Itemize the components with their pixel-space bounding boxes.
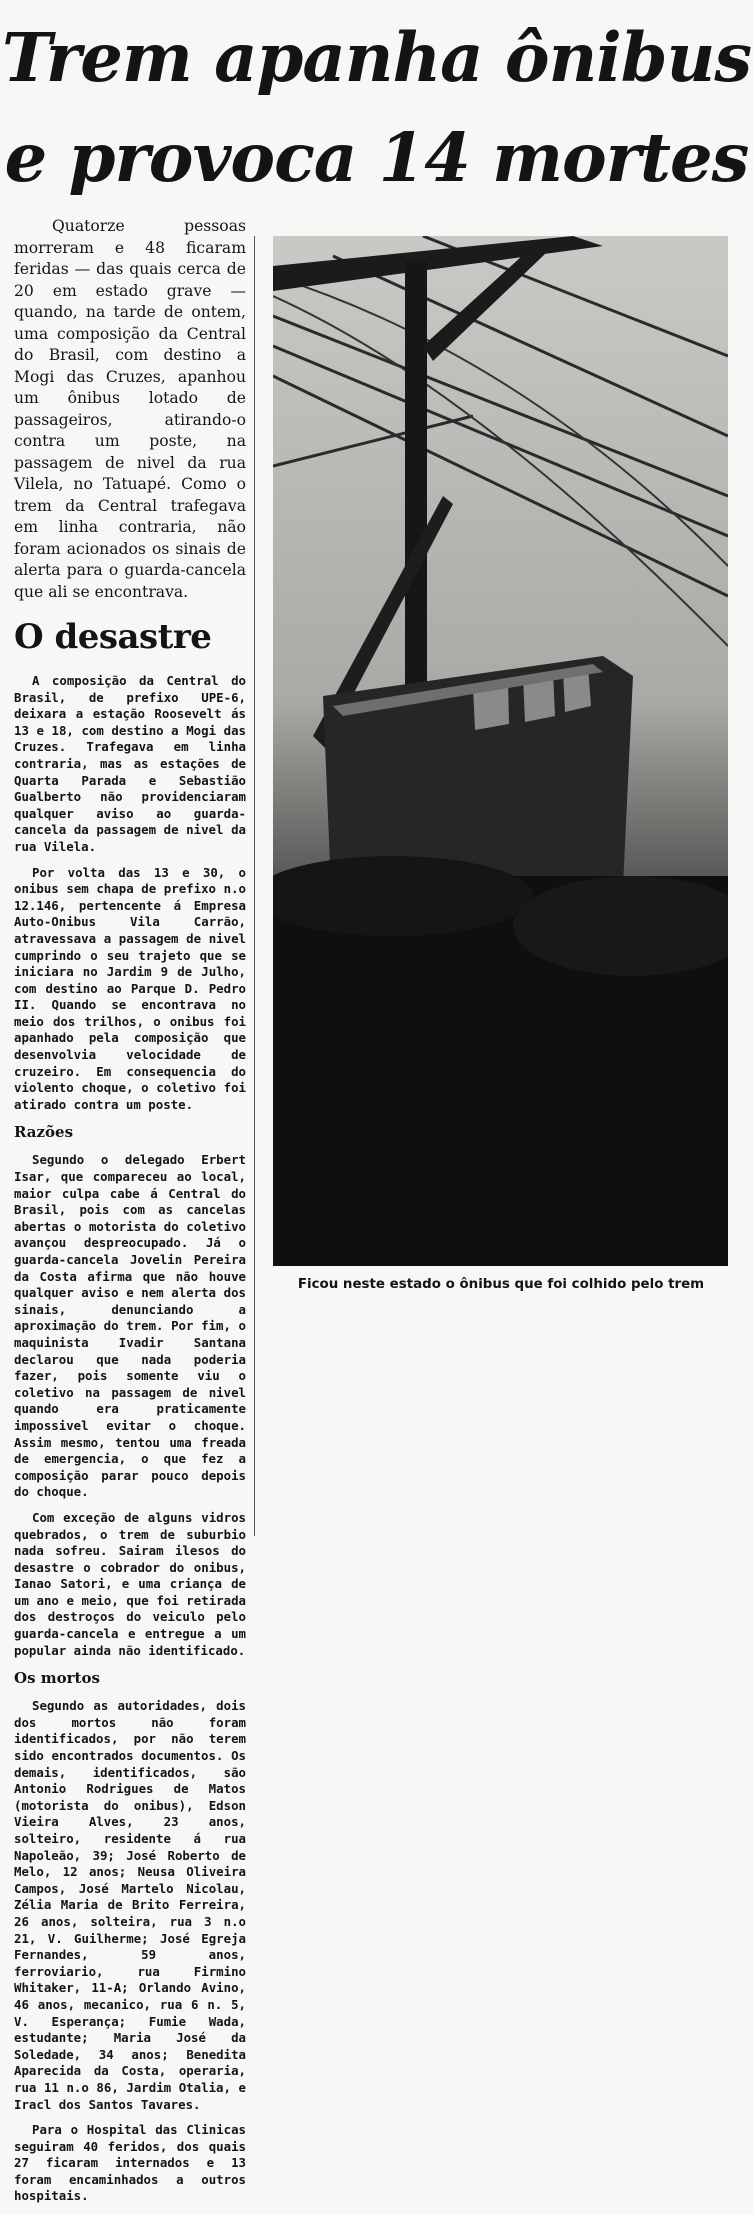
headline-line-1: Trem apanha ônibus [1, 18, 752, 97]
column-divider [254, 236, 255, 1536]
accident-photo [273, 236, 728, 1266]
mortos-paragraph-1: Segundo as autoridades, dois dos mortos não foram identificados, por não terem sido encontrados documentos. Os demais, identificados, são Antonio Rodrigues de Matos (motorista do onibus), Edson Vieira Alves, 23 anos, solteiro, residente á rua Napoleão, 39; José Roberto de Melo, 12 anos; Neusa Oliveira Campos, José Martelo Nicolau, Zélia Maria de Brito Ferreira, 26 anos, solteira, rua 3 n.o 21, V. Guilherme; José Egreja Fernandes, 59 anos, ferroviario, rua Firmino Whitaker, 11-A; Orlando Avino, 46 anos, mecanico, rua 6 n. 5, V. Esperança; Fumie Wada, estudante; Maria José da Soledade, 34 anos; Benedita Aparecida da Costa, operaria, rua 11 n.o 86, Jardim Otalia, e Iracl dos Santos Tavares. [14, 1698, 246, 2112]
subheading-razoes: Razões [14, 1123, 74, 1142]
desastre-paragraph-1: A composição da Central do Brasil, de prefixo UPE-6, deixara a estação Roosevelt ás 13 e 18, com destino a Mogi das Cruzes. Trafegava em linha contraria, mas as estações de Quarta Parada e Sebastião Gualberto não providenciaram qualquer aviso ao guarda-cancela da passagem de nivel da rua Vilela. [14, 673, 246, 854]
headline [0, 8, 753, 208]
desastre-paragraph-2: Por volta das 13 e 30, o onibus sem chapa de prefixo n.o 12.146, pertencente á Empresa Auto-Onibus Vila Carrão, atravessava a passagem de nivel cumprindo o seu trajeto que se iniciara no Jardim 9 de Julho, com destino ao Parque D. Pedro II. Quando se encontrava no meio dos trilhos, o onibus foi apanhado pela composição que desenvolvia velocidade de cruzeiro. Em consequencia do violento choque, o coletivo foi atirado contra um poste. [14, 864, 246, 1112]
lead-paragraph: Quatorze pessoas morreram e 48 ficaram feridas — das quais cerca de 20 em estado grave — quando, na tarde de ontem, uma composição da Central do Brasil, com destino a Mogi das Cruzes, apanhou um ônibus lotado de passageiros, atirando-o contra um poste, na passagem de nivel da rua Vilela, no Tatuapé. Como o trem da Central trafegava em linha contraria, não foram acionados os sinais de alerta para o guarda-cancela que ali se encontrava. [14, 217, 246, 601]
accident-photo-drawing [273, 236, 728, 1266]
subheading-os-mortos: Os mortos [14, 1669, 100, 1688]
section-heading-desastre: O desastre [14, 617, 212, 657]
photo-caption: Ficou neste estado o ônibus que foi colhido pelo trem [297, 1277, 705, 1292]
mortos-paragraph-2: Para o Hospital das Clinicas seguiram 40 feridos, dos quais 27 ficaram internados e 13 foram encaminhados a outros hospitais. [14, 2122, 246, 2204]
article-left-column [14, 216, 246, 2214]
headline-line-2: e provoca 14 mortes [4, 118, 749, 197]
razoes-paragraph-2: Com exceção de alguns vidros quebrados, o trem de suburbio nada sofreu. Sairam ilesos do desastre o cobrador do onibus, Ianao Satori, e uma criança de um ano e meio, que foi retirada dos destroços do veiculo pelo guarda-cancela e entregue a um popular ainda não identificado. [14, 1509, 246, 1658]
razoes-paragraph-1: Segundo o delegado Erbert Isar, que compareceu ao local, maior culpa cabe á Central do Brasil, pois com as cancelas abertas o motorista do coletivo avançou despreocupado. Já o guarda-cancela Jovelin Pereira da Costa afirma que não houve qualquer aviso e nem alerta dos sinais, denunciando a aproximação do trem. Por fim, o maquinista Ivadir Santana declarou que nada poderia fazer, pois somente viu o coletivo na passagem de nivel quando era praticamente impossivel evitar o choque. Assim mesmo, tentou uma freada de emergencia, o que fez a composição parar pouco depois do choque. [14, 1152, 246, 1500]
